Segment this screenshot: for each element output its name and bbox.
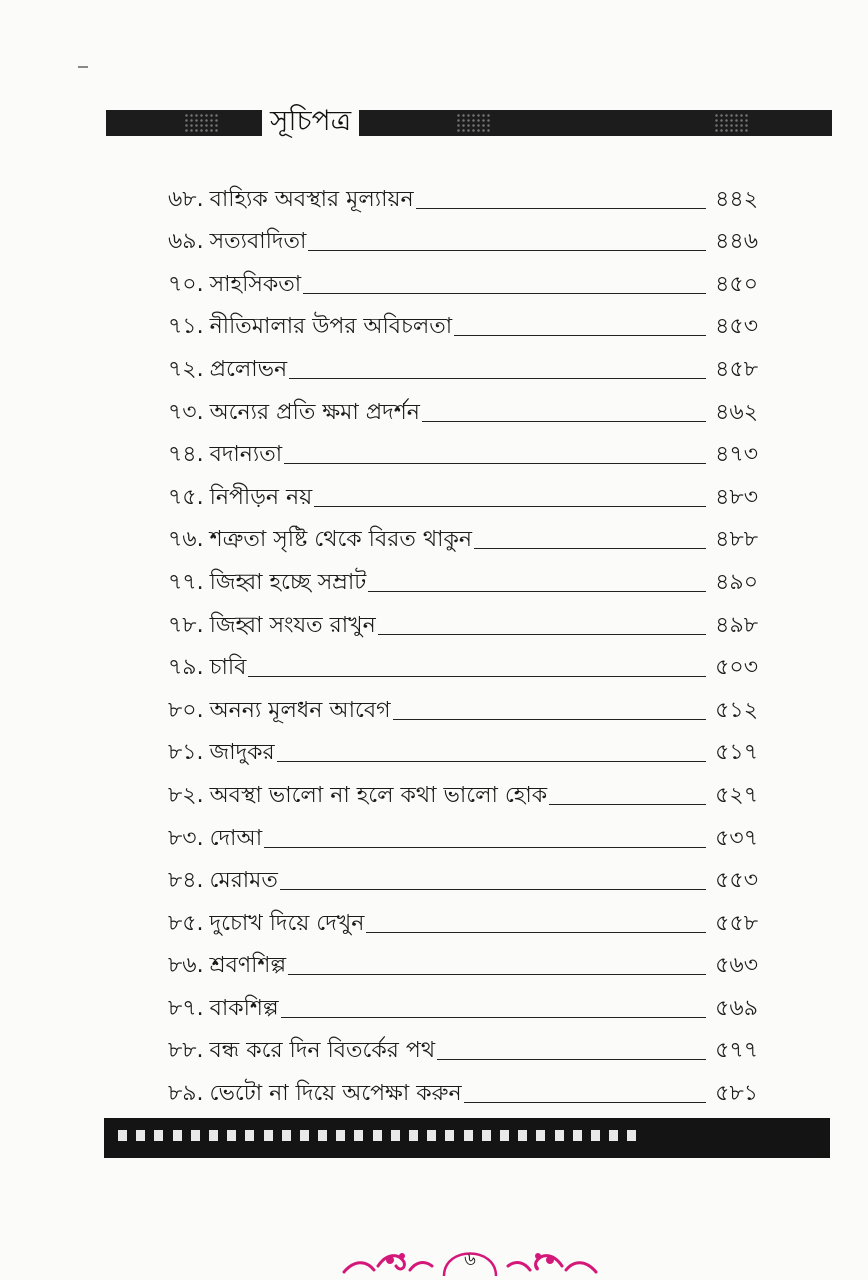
toc-entry bbox=[168, 428, 758, 471]
toc-leader-line bbox=[280, 889, 706, 890]
footer-dot bbox=[118, 1130, 127, 1141]
toc-entry-number: ৮০. bbox=[168, 697, 204, 723]
footer-dot bbox=[373, 1130, 382, 1141]
toc-entry-title: বন্ধ করে দিন বিতর্কের পথ bbox=[209, 1038, 436, 1064]
toc-entry-number: ৭৬. bbox=[168, 527, 204, 553]
footer-dot bbox=[500, 1130, 509, 1141]
toc-leader-line bbox=[308, 250, 706, 251]
footer-dot bbox=[245, 1130, 254, 1141]
toc-entry-title: নীতিমালার উপর অবিচলতা bbox=[209, 314, 453, 340]
footer-dot bbox=[482, 1130, 491, 1141]
table-of-contents bbox=[168, 172, 758, 1109]
footer-dot bbox=[591, 1130, 600, 1141]
toc-entry-number: ৮৪. bbox=[168, 868, 204, 894]
toc-entry bbox=[168, 811, 758, 854]
footer-dot bbox=[300, 1130, 309, 1141]
toc-entry-page: ৪৭৩ bbox=[715, 442, 758, 468]
toc-leader-line bbox=[288, 974, 706, 975]
toc-leader-line bbox=[422, 421, 706, 422]
toc-entry bbox=[168, 726, 758, 769]
toc-leader-line bbox=[474, 548, 706, 549]
toc-leader-line bbox=[378, 634, 706, 635]
toc-entry-page: ৫১২ bbox=[715, 697, 758, 723]
toc-leader-line bbox=[393, 719, 707, 720]
toc-entry-page: ৫৬৩ bbox=[715, 953, 758, 979]
toc-entry-title: বাহ্যিক অবস্থার মূল্যায়ন bbox=[209, 186, 414, 212]
toc-entry-page: ৫৬৯ bbox=[715, 995, 758, 1021]
paper-speck bbox=[78, 66, 88, 68]
toc-entry-title: ভেটো না দিয়ে অপেক্ষা করুন bbox=[209, 1081, 462, 1107]
toc-leader-line bbox=[289, 378, 706, 379]
toc-entry bbox=[168, 513, 758, 556]
footer-dot bbox=[536, 1130, 545, 1141]
toc-entry-title: সত্যবাদিতা bbox=[209, 229, 307, 255]
toc-entry-title: প্রলোভন bbox=[209, 356, 288, 382]
toc-entry-page: ৪৯০ bbox=[715, 569, 758, 595]
toc-entry-number: ৭৫. bbox=[168, 484, 204, 510]
toc-leader-line bbox=[248, 676, 706, 677]
toc-leader-line bbox=[549, 804, 706, 805]
toc-entry-page: ৪৫৩ bbox=[715, 314, 758, 340]
toc-leader-line bbox=[264, 847, 706, 848]
footer-dot bbox=[227, 1130, 236, 1141]
toc-entry bbox=[168, 981, 758, 1024]
toc-entry-title: অবস্থা ভালো না হলে কথা ভালো হোক bbox=[209, 782, 548, 808]
toc-entry bbox=[168, 215, 758, 258]
footer-dot bbox=[409, 1130, 418, 1141]
band-texture bbox=[714, 113, 748, 133]
toc-entry bbox=[168, 641, 758, 684]
toc-leader-line bbox=[303, 293, 706, 294]
footer-dot bbox=[354, 1130, 363, 1141]
toc-entry-title: বদান্যতা bbox=[209, 442, 283, 468]
toc-leader-line bbox=[464, 1102, 706, 1103]
toc-entry bbox=[168, 470, 758, 513]
footer-dot bbox=[136, 1130, 145, 1141]
toc-leader-line bbox=[366, 932, 706, 933]
band-texture bbox=[184, 113, 218, 133]
toc-entry-number: ৭৭. bbox=[168, 569, 204, 595]
footer-dot bbox=[336, 1130, 345, 1141]
toc-entry-number: ৮৫. bbox=[168, 910, 204, 936]
toc-leader-line bbox=[368, 591, 706, 592]
toc-entry bbox=[168, 257, 758, 300]
page-number: ৬ bbox=[464, 1249, 476, 1270]
toc-entry-page: ৪৮৮ bbox=[715, 527, 758, 553]
toc-entry-page: ৪৫৮ bbox=[715, 356, 758, 382]
toc-entry-page: ৫৩৭ bbox=[715, 825, 758, 851]
toc-entry-page: ৪৫০ bbox=[715, 271, 758, 297]
toc-entry-title: দুচোখ দিয়ে দেখুন bbox=[209, 910, 365, 936]
toc-entry bbox=[168, 683, 758, 726]
toc-entry-title: শত্রুতা সৃষ্টি থেকে বিরত থাকুন bbox=[209, 527, 472, 553]
toc-entry-page: ৪৪২ bbox=[715, 186, 758, 212]
footer-dot bbox=[318, 1130, 327, 1141]
toc-entry-number: ৮৮. bbox=[168, 1038, 204, 1064]
toc-entry bbox=[168, 1066, 758, 1109]
toc-entry-number: ৭৯. bbox=[168, 655, 204, 681]
toc-leader-line bbox=[416, 208, 706, 209]
toc-entry-page: ৫৫৩ bbox=[715, 868, 758, 894]
toc-entry-number: ৬৮. bbox=[168, 186, 204, 212]
toc-entry-number: ৮৬. bbox=[168, 953, 204, 979]
toc-entry-title: বাকশিল্প bbox=[209, 995, 279, 1021]
toc-entry-title: অন্যের প্রতি ক্ষমা প্রদর্শন bbox=[209, 399, 420, 425]
footer-dot bbox=[464, 1130, 473, 1141]
toc-entry bbox=[168, 342, 758, 385]
footer-dot bbox=[391, 1130, 400, 1141]
toc-entry-title: নিপীড়ন নয় bbox=[209, 484, 313, 510]
toc-entry-title: অনন্য মূলধন আবেগ bbox=[209, 697, 391, 723]
footer-dot bbox=[264, 1130, 273, 1141]
toc-entry bbox=[168, 300, 758, 343]
toc-entry-page: ৫০৩ bbox=[715, 655, 758, 681]
toc-entry bbox=[168, 768, 758, 811]
toc-entry-title: জিহ্বা সংযত রাখুন bbox=[209, 612, 376, 638]
footer-dot bbox=[609, 1130, 618, 1141]
footer-dot bbox=[518, 1130, 527, 1141]
toc-leader-line bbox=[281, 1017, 706, 1018]
toc-entry-number: ৮৭. bbox=[168, 995, 204, 1021]
toc-leader-line bbox=[454, 335, 706, 336]
toc-entry-page: ৫৫৮ bbox=[715, 910, 758, 936]
toc-entry-title: মেরামত bbox=[209, 868, 278, 894]
toc-entry-page: ৪৯৮ bbox=[715, 612, 758, 638]
toc-entry bbox=[168, 1024, 758, 1067]
toc-entry-title: দোআ bbox=[209, 825, 263, 851]
toc-entry-number: ৭৩. bbox=[168, 399, 204, 425]
toc-entry bbox=[168, 896, 758, 939]
toc-leader-line bbox=[284, 463, 706, 464]
footer-dot bbox=[445, 1130, 454, 1141]
footer-dot bbox=[282, 1130, 291, 1141]
toc-entry-number: ৭৮. bbox=[168, 612, 204, 638]
toc-entry-page: ৫৮১ bbox=[715, 1081, 758, 1107]
toc-entry-number: ৭৪. bbox=[168, 442, 204, 468]
toc-entry-number: ৭০. bbox=[168, 271, 204, 297]
footer-dot bbox=[173, 1130, 182, 1141]
toc-entry-number: ৭১. bbox=[168, 314, 204, 340]
toc-entry-page: ৫২৭ bbox=[715, 782, 758, 808]
toc-entry-page: ৫১৭ bbox=[715, 740, 758, 766]
band-texture bbox=[456, 113, 490, 133]
footer-dot bbox=[573, 1130, 582, 1141]
toc-entry bbox=[168, 939, 758, 982]
toc-entry-page: ৪৪৬ bbox=[715, 229, 758, 255]
toc-entry-number: ৮২. bbox=[168, 782, 204, 808]
toc-entry-page: ৪৮৩ bbox=[715, 484, 758, 510]
toc-entry-title: শ্রবণশিল্প bbox=[209, 953, 287, 979]
toc-entry-page: ৪৬২ bbox=[715, 399, 758, 425]
toc-entry bbox=[168, 555, 758, 598]
toc-entry-title: জিহ্বা হচ্ছে সম্রাট bbox=[209, 569, 367, 595]
toc-entry-title: জাদুকর bbox=[209, 740, 275, 766]
toc-leader-line bbox=[437, 1059, 706, 1060]
footer-band bbox=[104, 1118, 830, 1158]
page-title: সূচিপত্র bbox=[262, 100, 359, 142]
page-number-ornament bbox=[340, 1236, 600, 1276]
toc-entry bbox=[168, 385, 758, 428]
toc-entry-title: চাবি bbox=[209, 655, 247, 681]
toc-entry-title: সাহসিকতা bbox=[209, 271, 302, 297]
toc-entry-number: ৮৯. bbox=[168, 1081, 204, 1107]
footer-dot bbox=[191, 1130, 200, 1141]
footer-dot-pattern bbox=[118, 1130, 636, 1144]
toc-entry bbox=[168, 172, 758, 215]
toc-entry-number: ৮৩. bbox=[168, 825, 204, 851]
toc-entry-page: ৫৭৭ bbox=[715, 1038, 758, 1064]
header-band bbox=[106, 110, 832, 136]
toc-entry-number: ৬৯. bbox=[168, 229, 204, 255]
toc-entry bbox=[168, 854, 758, 897]
footer-dot bbox=[555, 1130, 564, 1141]
toc-leader-line bbox=[314, 506, 706, 507]
toc-entry-number: ৭২. bbox=[168, 356, 204, 382]
footer-dot bbox=[427, 1130, 436, 1141]
toc-entry bbox=[168, 598, 758, 641]
footer-dot bbox=[209, 1130, 218, 1141]
footer-dot bbox=[154, 1130, 163, 1141]
toc-entry-number: ৮১. bbox=[168, 740, 204, 766]
toc-leader-line bbox=[277, 761, 706, 762]
footer-dot bbox=[627, 1130, 636, 1141]
